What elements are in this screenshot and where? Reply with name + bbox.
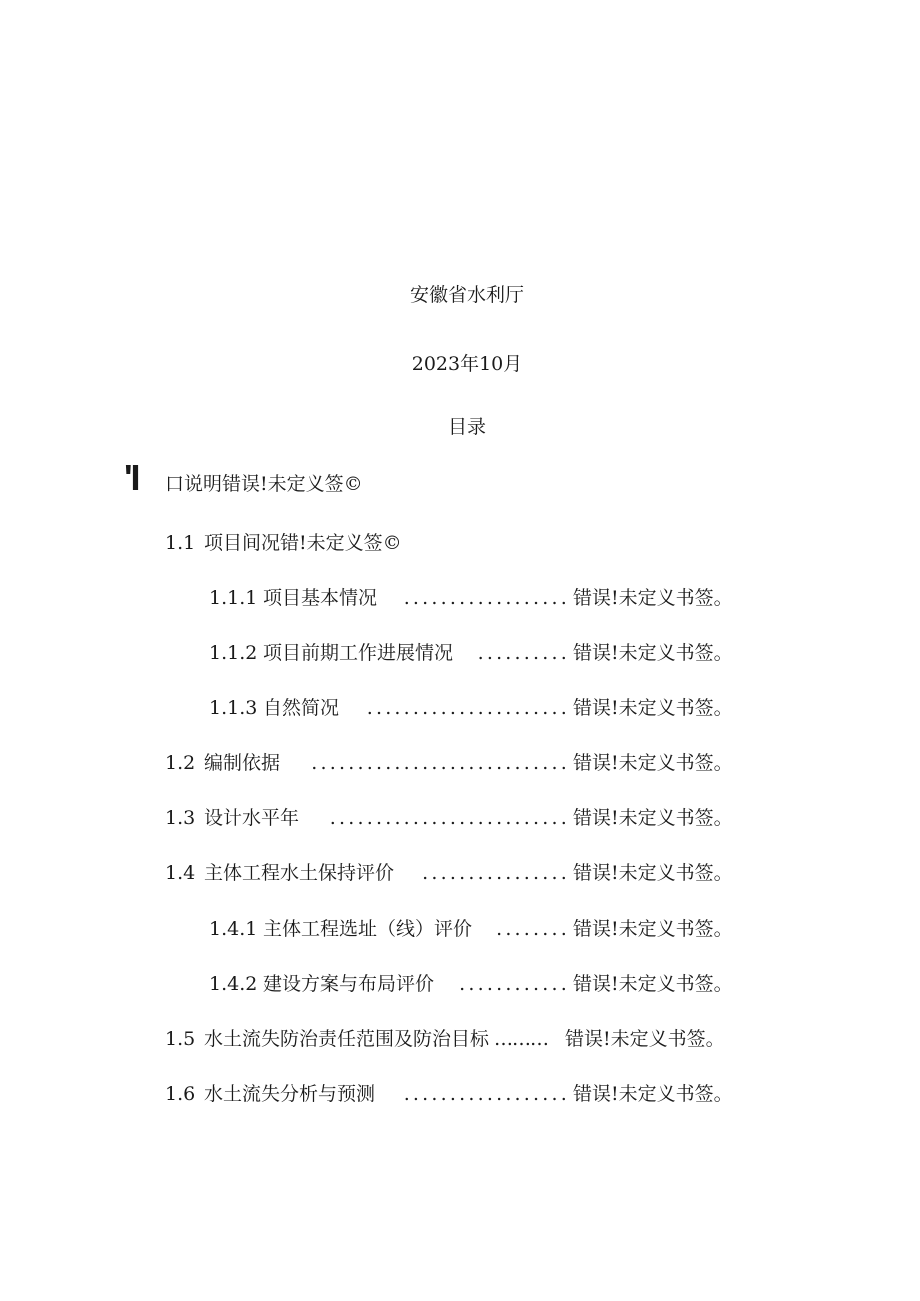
toc-page-ref: 错误!未定义书签。 (573, 862, 733, 884)
toc-leader-dots: ................ (422, 862, 570, 884)
toc-entry-1-2[interactable] (0, 749, 920, 777)
toc-page-ref: 错误!未定义书签。 (573, 807, 733, 829)
toc-entry-number: 1.3 (165, 807, 196, 829)
toc-entry-1-5[interactable] (0, 1025, 920, 1053)
toc-leader-dots: ............ (459, 973, 570, 995)
toc-entry-1-1[interactable] (0, 529, 920, 557)
toc-entry-1-3[interactable] (0, 804, 920, 832)
toc-heading: 目录 (447, 416, 486, 438)
toc-entry-number: 1.5 (165, 1028, 196, 1050)
toc-entry-title: 设计水平年 (204, 807, 300, 829)
toc-entry-number: 1.1 (165, 532, 196, 554)
toc-leader-dots: ............................ (311, 752, 570, 774)
toc-page-ref: 错误!未定义书签。 (573, 1083, 733, 1105)
toc-entry-title: 建设方案与布局评价 (263, 973, 435, 995)
toc-leader-dots: ...................... (366, 697, 570, 719)
toc-leader-dots: ……… (494, 1028, 548, 1050)
toc-entry-title: 主体工程水土保持评价 (204, 862, 395, 884)
toc-page-ref: 错误!未定义书签。 (573, 642, 733, 664)
toc-leader-dots: .................. (403, 587, 570, 609)
toc-entry-title: 水土流失防治责任范围及防治目标 (204, 1028, 490, 1050)
toc-entry-title: 自然简况 (263, 697, 340, 719)
toc-entry-1-4-2[interactable] (0, 970, 920, 998)
toc-entry-number: 1.1.1 (209, 587, 258, 609)
toc-entry-title: 主体工程选址（线）评价 (263, 918, 473, 940)
toc-entry-1-6[interactable] (0, 1080, 920, 1108)
toc-entry-title: 项目间况错!未定义签© (204, 532, 402, 554)
toc-entry-title: 水土流失分析与预测 (204, 1083, 376, 1105)
toc-entry-number: 1.4 (165, 862, 196, 884)
toc-entry-number: 1.4.1 (209, 918, 258, 940)
toc-page-ref: 错误!未定义书签。 (573, 973, 733, 995)
toc-leader-dots: ........ (496, 918, 570, 940)
toc-entry-title: 项目前期工作进展情况 (263, 642, 454, 664)
toc-entry-title: 编制依据 (204, 752, 281, 774)
toc-page-ref: 错误!未定义书签。 (565, 1028, 725, 1050)
toc-entry-title: 口说明错误!未定义签© (165, 473, 363, 495)
toc-page-ref: 错误!未定义书签。 (573, 587, 733, 609)
toc-page-ref: 错误!未定义书签。 (573, 918, 733, 940)
toc-entry-1-1-2[interactable] (0, 639, 920, 667)
toc-leader-dots: .................. (403, 1083, 570, 1105)
toc-entry-1-1-1[interactable] (0, 584, 920, 612)
organization-name: 安徽省水利厅 (409, 284, 524, 306)
toc-entry-1-1-3[interactable] (0, 694, 920, 722)
toc-entry-number: 1.1.3 (209, 697, 258, 719)
toc-entry-number: 1.6 (165, 1083, 196, 1105)
toc-entry-number: 1.2 (165, 752, 196, 774)
toc-chapter-1[interactable] (0, 470, 920, 498)
toc-entry-1-4[interactable] (0, 859, 920, 887)
toc-entry-1-4-1[interactable] (0, 915, 920, 943)
toc-entry-title: 项目基本情况 (263, 587, 378, 609)
toc-entry-number: 1.4.2 (209, 973, 258, 995)
toc-page-ref: 错误!未定义书签。 (573, 697, 733, 719)
toc-entry-number: 1.1.2 (209, 642, 258, 664)
chapter-marker: 'I (124, 457, 139, 498)
toc-leader-dots: .......... (477, 642, 570, 664)
toc-leader-dots: .......................... (329, 807, 570, 829)
document-date: 2023年10月 (411, 353, 523, 375)
toc-page-ref: 错误!未定义书签。 (573, 752, 733, 774)
